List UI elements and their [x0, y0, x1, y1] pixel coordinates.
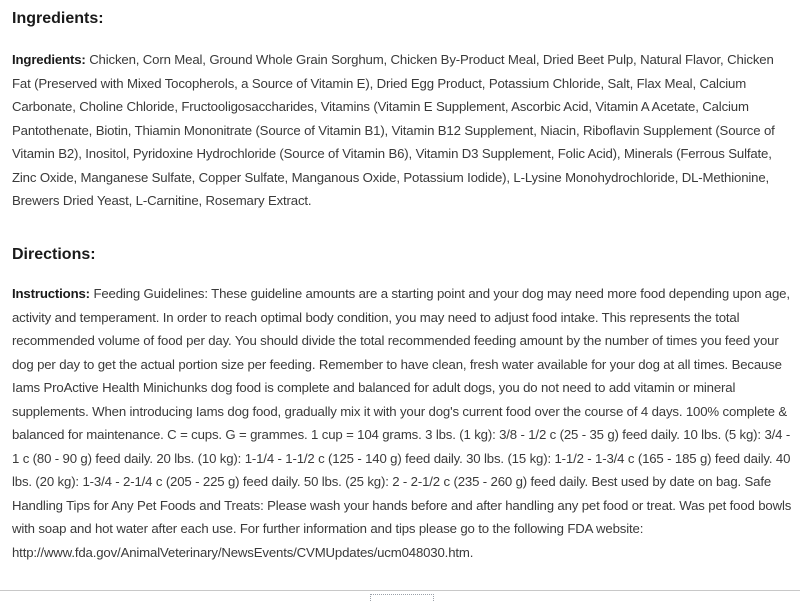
ingredients-label: Ingredients: — [12, 52, 86, 67]
ingredients-list-text: Chicken, Corn Meal, Ground Whole Grain Sorghum, Chicken By-Product Meal, Dried Beet Pulp, Natural Flavor, Chicken Fat (Preserved with Mixed Tocopherols, a Source of Vitamin E), Dried Egg Product, Potassium Chloride, Salt, Flax Meal, Calcium Carbonate, Choline Chloride, Fructooligosaccharides, Vitamins (Vitamin E Supplement, Ascorbic Acid, Vitamin A Acetate, Calcium Pantothenate, Biotin, Thiamin Mononitrate (Source of Vitamin B1), Vitamin B12 Supplement, Niacin, Riboflavin Supplement (Source of Vitamin B2), Inositol, Pyridoxine Hydrochloride (Source of Vitamin B6), Vitamin D3 Supplement, Folic Acid), Minerals (Ferrous Sulfate, Zinc Oxide, Manganese Sulfate, Copper Sulfate, Manganous Oxide, Potassium Iodide), L-Lysine Monohydrochloride, DL-Methionine, Brewers Dried Yeast, L-Carnitine, Rosemary Extract. — [12, 52, 775, 208]
ingredients-paragraph — [12, 48, 794, 213]
ingredients-heading: Ingredients: — [12, 10, 104, 27]
directions-paragraph — [12, 282, 794, 564]
instructions-text: Feeding Guidelines: These guideline amounts are a starting point and your dog may need more food depending upon age, activity and temperament. In order to reach optimal body condition, you may need to adjust food intake. This represents the total recommended volume of food per day. You should divide the total recommended feeding amount by the number of times you feed your dog per day to get the actual portion size per feeding. Remember to have clean, fresh water available for your dog at all times. Because Iams ProActive Health Minichunks dog food is complete and balanced for adult dogs, you do not need to add vitamin or mineral supplements. When introducing Iams dog food, gradually mix it with your dog's current food over the course of 4 days. 100% complete & balanced for maintenance. C = cups. G = grammes. 1 cup = 104 grams. 3 lbs. (1 kg): 3/8 - 1/2 c (25 - 35 g) feed daily. 10 lbs. (5 kg): 3/4 - 1 c (80 - 90 g) feed daily. 20 lbs. (10 kg): 1-1/4 - 1-1/2 c (125 - 140 g) feed daily. 30 lbs. (15 kg): 1-1/2 - 1-3/4 c (165 - 185 g) feed daily. 40 lbs. (20 kg): 1-3/4 - 2-1/4 c (205 - 225 g) feed daily. 50 lbs. (25 kg): 2 - 2-1/2 c (235 - 260 g) feed daily. Best used by date on bag. Safe Handling Tips for Any Pet Foods and Treats: Please wash your hands before and after handling any pet food or treat. Was pet food bowls with soap and hot water after each use. For further information and tips please go to the following FDA website: http://www.fda.gov/AnimalVeterinary/NewsEvents/CVMUpdates/ucm048030.htm. — [12, 286, 792, 560]
directions-heading: Directions: — [12, 246, 96, 263]
bottom-divider — [0, 590, 800, 591]
instructions-label: Instructions: — [12, 286, 90, 301]
